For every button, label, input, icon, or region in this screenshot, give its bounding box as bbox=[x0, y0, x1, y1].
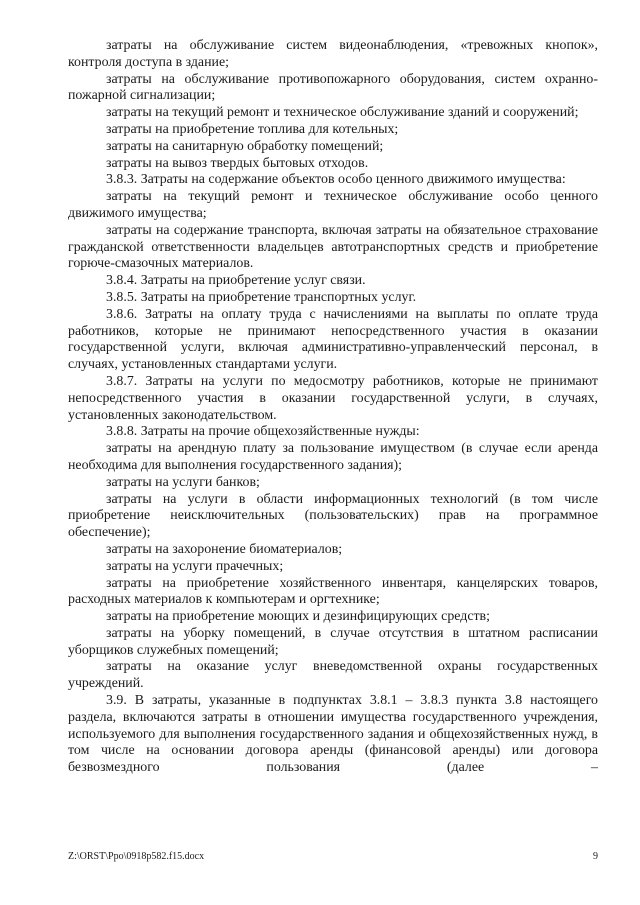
section-heading: 3.8.7. Затраты на услуги по медосмотру работников, которые не принимают непосредственного участия в оказании государственной услуги, в случаях, установленных законодательством. bbox=[68, 373, 598, 423]
paragraph: затраты на приобретение топлива для котельных; bbox=[106, 121, 399, 137]
paragraph: затраты на услуги банков; bbox=[106, 474, 260, 490]
paragraph: затраты на санитарную обработку помещений; bbox=[106, 138, 384, 154]
page-number: 9 bbox=[593, 851, 598, 862]
paragraph: затраты на услуги прачечных; bbox=[106, 558, 284, 574]
document-body bbox=[68, 38, 598, 777]
paragraph: затраты на текущий ремонт и техническое обслуживание особо ценного движимого имущества; bbox=[68, 189, 598, 221]
paragraph: затраты на текущий ремонт и техническое обслуживание зданий и сооружений; bbox=[106, 105, 579, 121]
paragraph: затраты на захоронение биоматериалов; bbox=[106, 541, 343, 557]
paragraph: затраты на услуги в области информационных технологий (в том числе приобретение неисключительных (пользовательских) прав на программное обеспечение); bbox=[68, 491, 598, 541]
paragraph: затраты на обслуживание противопожарного оборудования, систем охранно-пожарной сигнализации; bbox=[68, 71, 598, 104]
file-path: Z:\ORST\Ppo\0918p582.f15.docx bbox=[68, 851, 205, 862]
section-heading: 3.8.3. Затраты на содержание объектов особо ценного движимого имущества: bbox=[106, 172, 566, 188]
paragraph: затраты на уборку помещений, в случае отсутствия в штатном расписании уборщиков служебных помещений; bbox=[68, 625, 598, 658]
paragraph: затраты на приобретение хозяйственного инвентаря, канцелярских товаров, расходных материалов к компьютерам и оргтехнике; bbox=[68, 575, 598, 608]
paragraph: затраты на содержание транспорта, включая затраты на обязательное страхование гражданской ответственности владельцев автотранспортных средств и приобретение горюче-смазочных материалов. bbox=[68, 222, 598, 272]
section-heading: 3.8.4. Затраты на приобретение услуг связи. bbox=[106, 273, 366, 289]
section-heading: 3.8.5. Затраты на приобретение транспортных услуг. bbox=[106, 289, 417, 305]
paragraph: затраты на приобретение моющих и дезинфицирующих средств; bbox=[106, 609, 490, 625]
paragraph: затраты на вывоз твердых бытовых отходов. bbox=[106, 155, 369, 171]
paragraph: затраты на оказание услуг вневедомственной охраны государственных учреждений. bbox=[68, 659, 598, 692]
section-heading: 3.9. В затраты, указанные в подпунктах 3.8.1 – 3.8.3 пункта 3.8 настоящего раздела, включаются затраты в отношении имущества государственного учреждения, используемого для выполнения государственного задания и общехозяйственных нужд, в том числе на основании договора аренды (финансовой аренды) или договора безвозмездного пользования (далее – bbox=[68, 693, 598, 776]
paragraph: затраты на обслуживание систем видеонаблюдения, «тревожных кнопок», контроля доступа в здание; bbox=[68, 38, 598, 70]
section-heading: 3.8.8. Затраты на прочие общехозяйственные нужды: bbox=[106, 424, 420, 440]
paragraph: затраты на арендную плату за пользование имуществом (в случае если аренда необходима для выполнения государственного задания); bbox=[68, 441, 598, 473]
page-footer bbox=[68, 851, 598, 862]
section-heading: 3.8.6. Затраты на оплату труда с начислениями на выплаты по оплате труда работников, которые не принимают непосредственного участия в оказании государственной услуги, включая административно-управленческий персонал, в случаях, установленных стандартами услуги. bbox=[68, 306, 598, 373]
